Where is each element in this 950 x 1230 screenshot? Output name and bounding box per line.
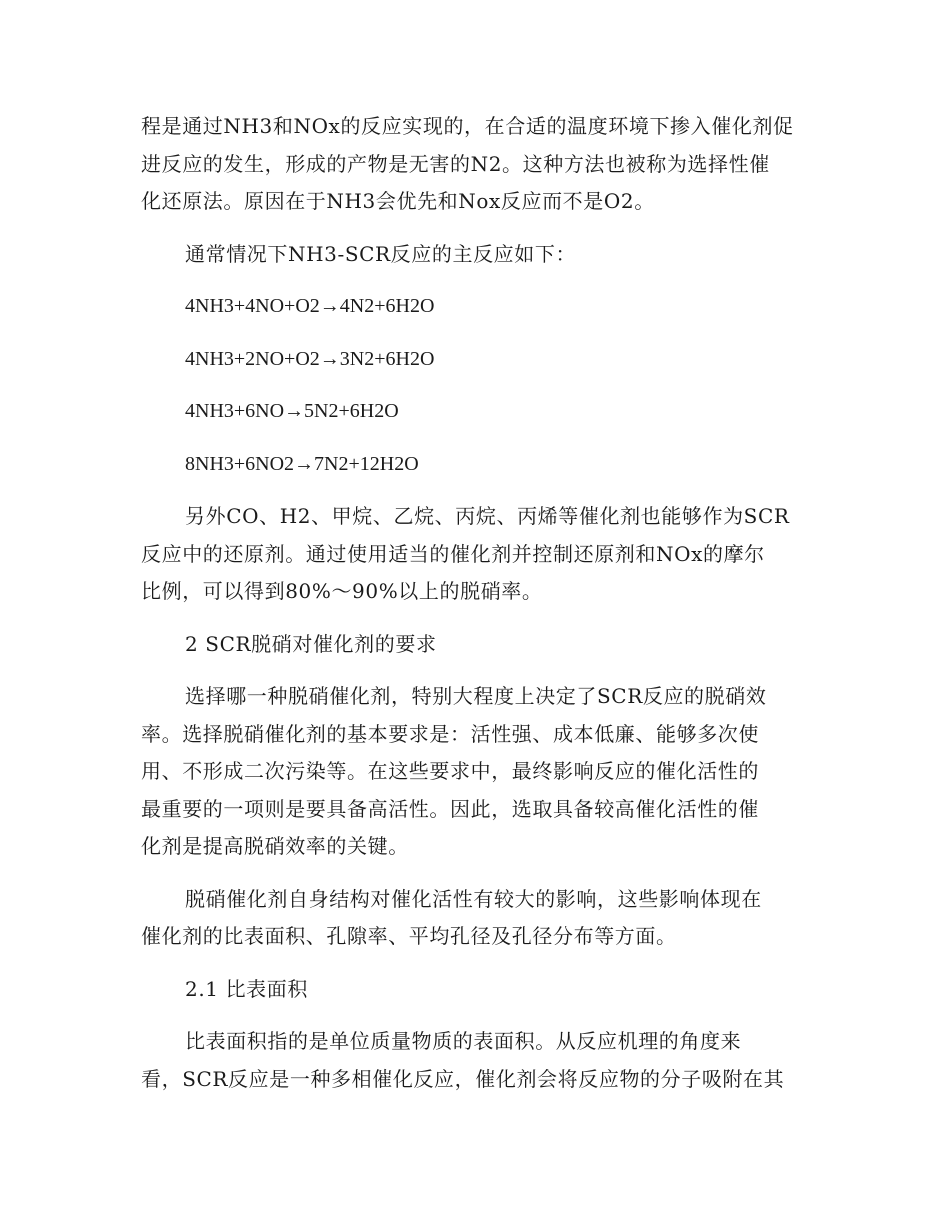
text-line: 化剂是提高脱硝效率的关键。 [141, 834, 409, 858]
text-line: 化还原法。原因在于NH3会优先和Nox反应而不是O2。 [141, 189, 655, 213]
paragraph-other-reductants [141, 498, 809, 611]
text-line: 程是通过NH3和NOx的反应实现的，在合适的温度环境下掺入催化剂促 [141, 114, 794, 138]
section-heading-2-1: 2.1 比表面积 [185, 976, 308, 1001]
paragraph-main-reactions-label: 通常情况下NH3-SCR反应的主反应如下： [185, 241, 577, 266]
text-line: 脱硝催化剂自身结构对催化活性有较大的影响，这些影响体现在 [185, 886, 762, 911]
paragraph-catalyst-structure [141, 881, 809, 956]
paragraph-catalyst-requirements [141, 678, 809, 866]
reaction-formula-2: 4NH3+2NO+O2→3N2+6H2O [185, 347, 435, 370]
paragraph-specific-surface-area [141, 1023, 809, 1098]
text-line: 看，SCR反应是一种多相催化反应，催化剂会将反应物的分子吸附在其 [141, 1066, 785, 1091]
paragraph-reaction-intro [141, 108, 809, 221]
text-line: 比表面积指的是单位质量物质的表面积。从反应机理的角度来 [185, 1029, 742, 1053]
text-line: 率。选择脱硝催化剂的基本要求是：活性强、成本低廉、能够多次使 [141, 721, 759, 746]
text-line: 另外CO、H2、甲烷、乙烷、丙烷、丙烯等催化剂也能够作为SCR [185, 504, 790, 528]
document-body [141, 108, 809, 1113]
text-line: 用、不形成二次污染等。在这些要求中，最终影响反应的催化活性的 [141, 759, 759, 783]
reaction-formula-3: 4NH3+6NO→5N2+6H2O [185, 400, 399, 422]
reaction-formula-4: 8NH3+6NO2→7N2+12H2O [185, 452, 419, 475]
text-line: 催化剂的比表面积、孔隙率、平均孔径及孔径分布等方面。 [141, 924, 677, 948]
text-line: 反应中的还原剂。通过使用适当的催化剂并控制还原剂和NOx的摩尔 [141, 541, 765, 566]
text-line: 比例，可以得到80%～90%以上的脱硝率。 [141, 579, 543, 603]
text-line: 进反应的发生，形成的产物是无害的N2。这种方法也被称为选择性催 [141, 151, 770, 176]
reaction-formula-1: 4NH3+4NO+O2→4N2+6H2O [185, 295, 435, 317]
text-line: 最重要的一项则是要具备高活性。因此，选取具备较高催化活性的催 [141, 796, 759, 821]
section-heading-2: 2 SCR脱硝对催化剂的要求 [185, 631, 437, 656]
text-line: 选择哪一种脱硝催化剂，特别大程度上决定了SCR反应的脱硝效 [185, 684, 767, 708]
